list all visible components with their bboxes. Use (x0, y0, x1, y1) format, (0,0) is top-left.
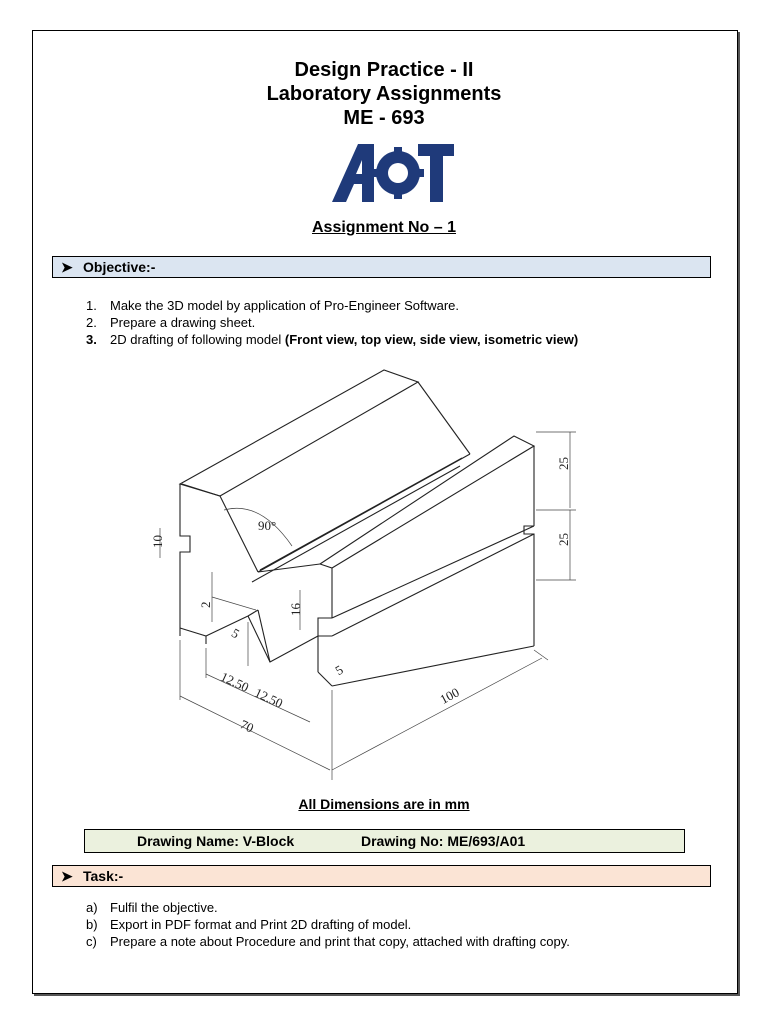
objective-list (86, 297, 578, 348)
dim-25-bottom: 25 (556, 533, 571, 546)
dim-16: 16 (288, 603, 303, 616)
dim-100: 100 (437, 684, 462, 707)
v-block-isometric-drawing (150, 360, 590, 780)
list-item: a) Fulfil the objective. (86, 900, 218, 915)
angle-label: 90° (258, 518, 277, 533)
drawing-info-box (84, 829, 685, 853)
dim-12-50-right: 12.50 (252, 684, 286, 711)
dim-12-50-left: 12.50 (218, 668, 252, 695)
drawing-number: Drawing No: ME/693/A01 (361, 833, 526, 849)
task-heading: Task:- (83, 868, 124, 884)
dim-70: 70 (237, 716, 257, 736)
dim-25-top: 25 (556, 457, 571, 470)
objective-heading: Objective:- (83, 259, 156, 275)
arrow-bullet-icon: ➤ (61, 868, 73, 884)
objective-heading-bar (52, 256, 711, 278)
aot-logo (330, 140, 455, 208)
list-item: 3. 2D drafting of following model (Front view, top view, side view, isometric view) (86, 332, 579, 347)
list-item: 2. Prepare a drawing sheet. (86, 315, 256, 330)
task-heading-bar (52, 865, 711, 887)
course-subtitle: Laboratory Assignments (266, 83, 502, 105)
dimensions-note: All Dimensions are in mm (298, 796, 470, 812)
list-item: 1. Make the 3D model by application of Pro-Engineer Software. (86, 298, 460, 313)
task-list (86, 899, 570, 950)
dim-2: 2 (198, 601, 213, 608)
list-item: c) Prepare a note about Procedure and print that copy, attached with drafting copy. (86, 934, 570, 949)
arrow-bullet-icon: ➤ (61, 259, 73, 275)
dim-5-left: 5 (229, 625, 243, 642)
course-code: ME - 693 (343, 107, 425, 129)
drawing-name: Drawing Name: V-Block (137, 833, 295, 849)
list-item: b) Export in PDF format and Print 2D drafting of model. (86, 917, 412, 932)
dim-5-right: 5 (332, 661, 346, 679)
dim-10: 10 (150, 535, 165, 548)
course-title: Design Practice - II (294, 59, 474, 81)
assignment-title: Assignment No – 1 (311, 219, 457, 236)
